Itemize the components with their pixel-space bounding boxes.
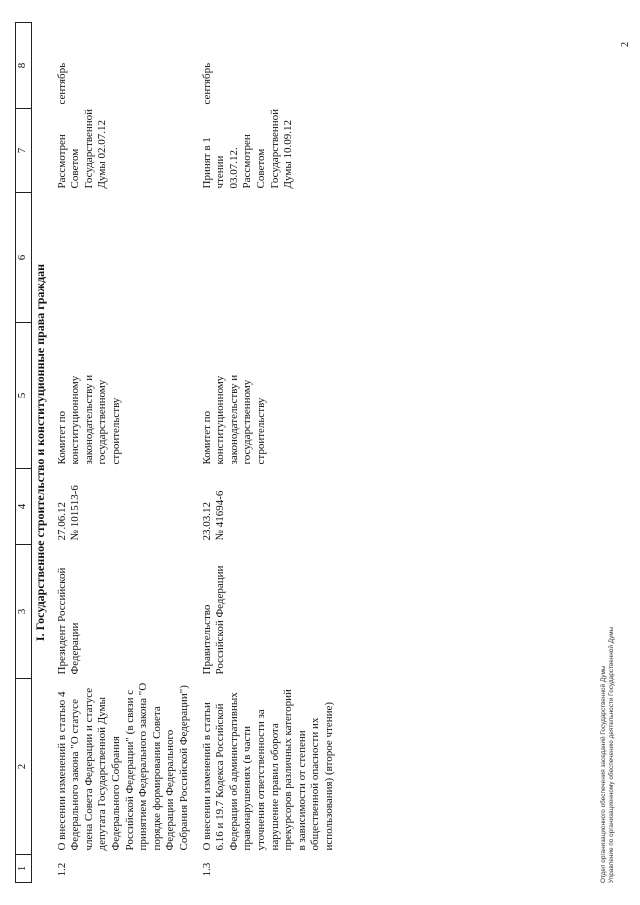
responsible-committee: Комитет по конституционному законодательству и государственному строительству [200, 374, 267, 465]
row-number: 1.3 [200, 862, 213, 877]
row-number: 1.2 [55, 862, 68, 877]
column-number-row [16, 23, 32, 883]
footer-department: Отдел организационного обеспечения заседаний Государственной Думы [600, 665, 607, 883]
column-number: 7 [16, 109, 32, 193]
bill-registration: 27.06.12 № 101513-6 [55, 485, 82, 541]
consideration-term: сентябрь [55, 62, 68, 105]
table-row [195, 23, 340, 883]
bill-plan-table [15, 22, 339, 883]
column-number: 1 [16, 855, 32, 883]
bill-initiator: Президент Российской Федерации [55, 567, 82, 675]
page-footer [600, 627, 616, 883]
table-row [50, 23, 195, 883]
column-number: 8 [16, 23, 32, 109]
bill-initiator: Правительство Российской Федерации [200, 565, 227, 675]
bill-title: О внесении изменений в статьи 6.16 и 19.7 Кодекса Российской Федерации об административных правонарушениях (в части уточнения ответственности за нарушение правил оборота прекурсоров различных категорий в зависимости от степени общественной опасности их использования) (второе чтение) [200, 689, 335, 851]
section-title: I. Государственное строительство и конституционные права граждан [33, 263, 47, 642]
bill-registration: 23.03.12 № 41694-6 [200, 490, 227, 541]
footer-directorate: Управление по организационному обеспечению деятельности Государственной Думы [608, 626, 615, 883]
bill-status: Рассмотрен Советом Государственной Думы 02.07.12 [55, 108, 109, 189]
consideration-term: сентябрь [200, 62, 213, 105]
responsible-committee: Комитет по конституционному законодательству и государственному строительству [55, 374, 122, 465]
column-6-cell [50, 193, 195, 323]
column-number: 2 [16, 679, 32, 855]
bill-status: Принят в 1 чтении 03.07.12. Рассмотрен Советом Государственной Думы 10.09.12 [200, 108, 295, 189]
page-number: 2 [620, 42, 631, 47]
section-heading-row [32, 23, 50, 883]
column-number: 3 [16, 545, 32, 679]
column-6-cell [195, 193, 340, 323]
column-number: 4 [16, 469, 32, 545]
bill-title: О внесении изменений в статью 4 Федерального закона "О статусе члена Совета Федерации и статусе депутата Государственной Думы Федерального Собрания Российской Федерации" (в связи с принятием Федерального закона "О порядке формирования Совета Федерации Федерального Собрания Российской Федерации") [55, 682, 190, 851]
column-number: 6 [16, 193, 32, 323]
column-number: 5 [16, 323, 32, 469]
